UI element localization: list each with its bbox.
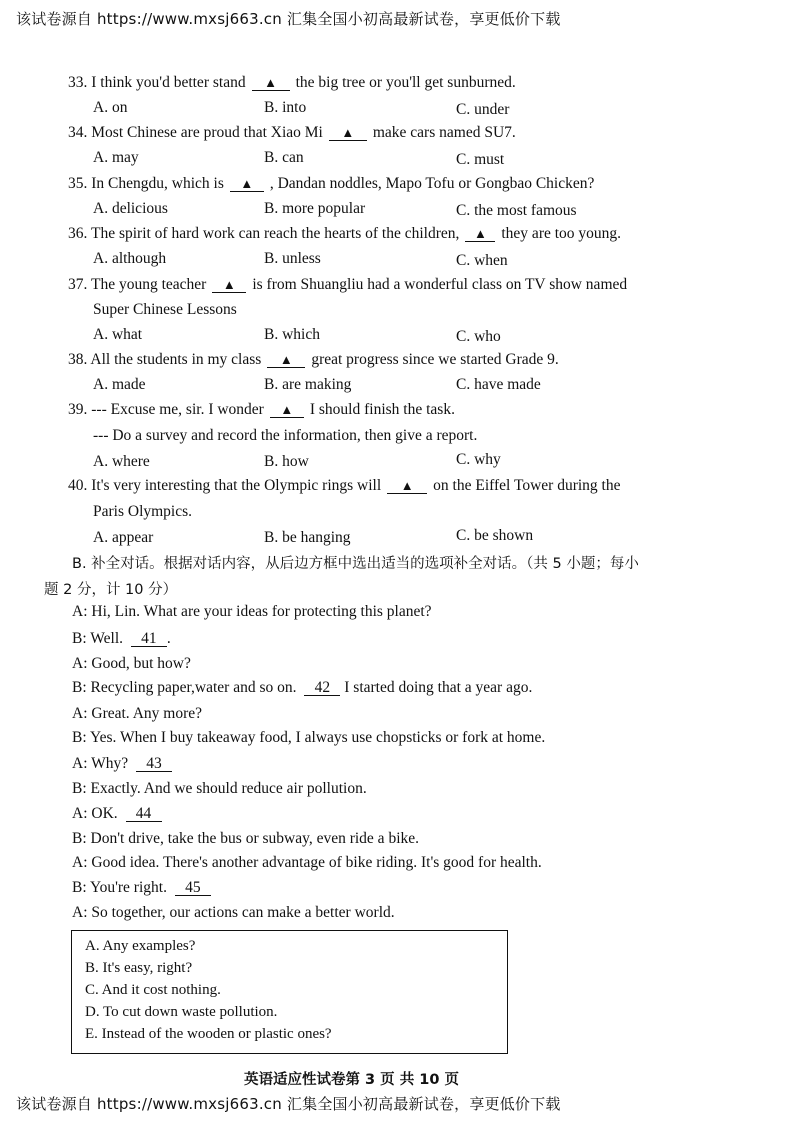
triangle-icon: ▲ bbox=[240, 176, 254, 191]
triangle-icon: ▲ bbox=[341, 125, 355, 140]
question-text: I should finish the task. bbox=[309, 401, 455, 418]
triangle-icon: ▲ bbox=[280, 402, 294, 417]
dialogue-line bbox=[72, 805, 162, 823]
section-b-instructions-cont: 题 2 分，计 10 分） bbox=[44, 582, 178, 598]
question-38 bbox=[68, 351, 559, 369]
option-a: A. may bbox=[93, 149, 139, 166]
triangle-icon: ▲ bbox=[279, 352, 293, 367]
option-c: C. when bbox=[456, 252, 508, 269]
dialogue-text: B: You're right. bbox=[72, 879, 167, 896]
dialogue-text: A: OK. bbox=[72, 805, 118, 822]
section-b-instructions: B. 补全对话。根据对话内容，从后边方框中选出适当的选项补全对话。（共 5 小题；每小 bbox=[72, 556, 639, 572]
question-text: , Dandan noddles, Mapo Tofu or Gongbao Chicken? bbox=[269, 175, 595, 192]
option-a: A. where bbox=[93, 453, 150, 470]
option-a: A. although bbox=[93, 250, 167, 267]
answer-blank bbox=[387, 479, 427, 494]
triangle-icon: ▲ bbox=[222, 277, 236, 292]
choice-e: E. Instead of the wooden or plastic ones? bbox=[85, 1026, 332, 1042]
question-text: they are too young. bbox=[501, 225, 622, 242]
choice-c: C. And it cost nothing. bbox=[85, 982, 221, 998]
answer-blank bbox=[252, 76, 290, 91]
triangle-icon: ▲ bbox=[400, 478, 414, 493]
answer-blank-43: 43 bbox=[136, 756, 172, 772]
dialogue-line bbox=[72, 755, 172, 773]
question-text: make cars named SU7. bbox=[372, 124, 516, 141]
dialogue-line: B: Exactly. And we should reduce air pollution. bbox=[72, 780, 367, 797]
answer-blank-41: 41 bbox=[131, 631, 167, 647]
option-a: A. delicious bbox=[93, 200, 168, 217]
option-b: B. unless bbox=[264, 250, 321, 267]
option-c: C. why bbox=[456, 451, 501, 468]
answer-blank bbox=[270, 403, 304, 418]
dialogue-text: A: Why? bbox=[72, 755, 129, 772]
question-37 bbox=[68, 276, 627, 294]
question-text: 36. The spirit of hard work can reach the hearts of the children, bbox=[68, 225, 460, 242]
question-text: 37. The young teacher bbox=[68, 276, 207, 293]
triangle-icon: ▲ bbox=[473, 226, 487, 241]
question-continuation: --- Do a survey and record the information, then give a report. bbox=[93, 427, 478, 444]
choice-b: B. It's easy, right? bbox=[85, 960, 193, 976]
option-c: C. under bbox=[456, 101, 510, 118]
page-number: 英语适应性试卷第 3 页 共 10 页 bbox=[244, 1072, 460, 1088]
question-text: great progress since we started Grade 9. bbox=[311, 351, 559, 368]
question-35 bbox=[68, 175, 594, 193]
footer-watermark: 该试卷源自 https://www.mxsj663.cn 汇集全国小初高最新试卷，享更低价下载 bbox=[16, 1095, 561, 1113]
dialogue-line: A: Good, but how? bbox=[72, 655, 191, 672]
answer-blank bbox=[267, 353, 305, 368]
dialogue-text: B: Well. bbox=[72, 630, 123, 647]
answer-blank bbox=[329, 126, 367, 141]
answer-blank bbox=[230, 177, 264, 192]
dialogue-text: . bbox=[166, 630, 171, 647]
answer-blank bbox=[212, 278, 246, 293]
question-text: 38. All the students in my class bbox=[68, 351, 262, 368]
dialogue-line: A: Good idea. There's another advantage of bike riding. It's good for health. bbox=[72, 854, 542, 871]
answer-blank-44: 44 bbox=[126, 806, 162, 822]
question-text: 39. --- Excuse me, sir. I wonder bbox=[68, 401, 264, 418]
question-text: 33. I think you'd better stand bbox=[68, 74, 246, 91]
dialogue-text: I started doing that a year ago. bbox=[344, 679, 533, 696]
option-b: B. can bbox=[264, 149, 304, 166]
option-c: C. be shown bbox=[456, 527, 534, 544]
dialogue-line: A: Hi, Lin. What are your ideas for protecting this planet? bbox=[72, 603, 432, 620]
triangle-icon: ▲ bbox=[264, 75, 278, 90]
option-b: B. be hanging bbox=[264, 529, 351, 546]
dialogue-line: B: Don't drive, take the bus or subway, even ride a bike. bbox=[72, 830, 420, 847]
dialogue-line: A: So together, our actions can make a better world. bbox=[72, 904, 395, 921]
option-a: A. on bbox=[93, 99, 128, 116]
dialogue-line bbox=[72, 630, 171, 648]
question-text: 34. Most Chinese are proud that Xiao Mi bbox=[68, 124, 323, 141]
question-continuation: Paris Olympics. bbox=[93, 503, 193, 520]
question-text: 35. In Chengdu, which is bbox=[68, 175, 224, 192]
choice-d: D. To cut down waste pollution. bbox=[85, 1004, 278, 1020]
dialogue-line: B: Yes. When I buy takeaway food, I always use chopsticks or fork at home. bbox=[72, 729, 546, 746]
question-39 bbox=[68, 401, 455, 419]
dialogue-line: A: Great. Any more? bbox=[72, 705, 202, 722]
option-c: C. have made bbox=[456, 376, 541, 393]
option-a: A. appear bbox=[93, 529, 154, 546]
question-40 bbox=[68, 477, 620, 495]
dialogue-line bbox=[72, 879, 211, 897]
option-a: A. what bbox=[93, 326, 143, 343]
answer-blank-42: 42 bbox=[304, 680, 340, 696]
answer-blank-45: 45 bbox=[175, 880, 211, 896]
option-a: A. made bbox=[93, 376, 146, 393]
answer-blank bbox=[465, 227, 495, 242]
dialogue-line bbox=[72, 679, 532, 697]
option-c: C. must bbox=[456, 151, 505, 168]
option-b: B. which bbox=[264, 326, 320, 343]
option-c: C. the most famous bbox=[456, 202, 577, 219]
header-watermark: 该试卷源自 https://www.mxsj663.cn 汇集全国小初高最新试卷，享更低价下载 bbox=[16, 10, 561, 28]
option-b: B. more popular bbox=[264, 200, 366, 217]
choices-box bbox=[71, 930, 508, 1054]
question-text: is from Shuangliu had a wonderful class on TV show named bbox=[252, 276, 628, 293]
question-text: on the Eiffel Tower during the bbox=[433, 477, 621, 494]
question-36 bbox=[68, 225, 621, 243]
option-b: B. how bbox=[264, 453, 309, 470]
dialogue-text: B: Recycling paper,water and so on. bbox=[72, 679, 297, 696]
option-b: B. into bbox=[264, 99, 307, 116]
question-text: the big tree or you'll get sunburned. bbox=[295, 74, 516, 91]
question-continuation: Super Chinese Lessons bbox=[93, 301, 237, 318]
choice-a: A. Any examples? bbox=[85, 938, 196, 954]
question-34 bbox=[68, 124, 516, 142]
question-33 bbox=[68, 74, 516, 92]
option-b: B. are making bbox=[264, 376, 352, 393]
option-c: C. who bbox=[456, 328, 501, 345]
question-text: 40. It's very interesting that the Olympic rings will bbox=[68, 477, 382, 494]
